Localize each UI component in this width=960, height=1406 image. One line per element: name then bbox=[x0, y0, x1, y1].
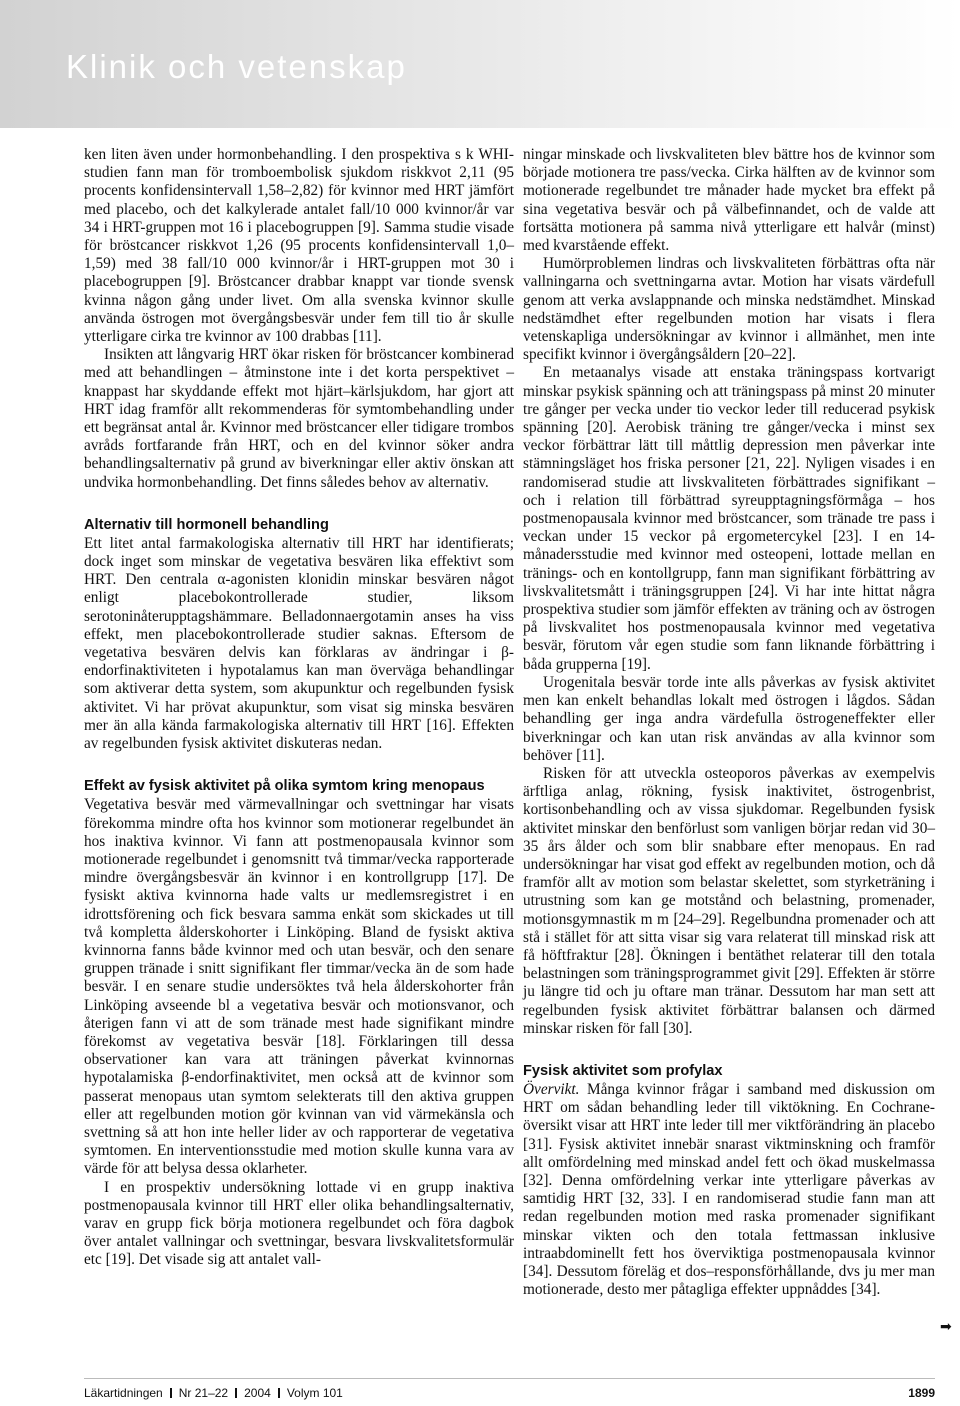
section-heading-effect: Effekt av fysisk aktivitet på olika symtom kring menopaus bbox=[84, 778, 485, 795]
right-column bbox=[523, 146, 935, 1299]
footer-separator bbox=[278, 1388, 280, 1398]
body-paragraph: I en prospektiv undersökning lottade vi en grupp inaktiva postmenopausala kvinnor till HRT eller olika behandlingsalternativ, varav en grupp fick börja motionera regelbundet och föra dagbok över antalet vallningar och svettningar, besvara livskvalitetsformulär etc [19]. Det visade sig att antalet vall- bbox=[84, 1178, 514, 1269]
section-heading-alternatives: Alternativ till hormonell behandling bbox=[84, 516, 329, 533]
body-paragraph: ningar minskade och livskvaliteten blev bättre hos de kvinnor som började motionera tre pass/vecka. Cirka hälften av de kvinnor som motionerade regelbundet tre månader hade mycket bra effekt på sina vegetativa besvär och på välbefinnandet, och de valde att fortsätta motionera på samma nivå ytterligare ett halvår (minst) med kvarstående effekt. bbox=[523, 146, 935, 255]
section-title: Klinik och vetenskap bbox=[66, 48, 407, 85]
left-column bbox=[84, 146, 514, 1270]
publication-year: 2004 bbox=[244, 1386, 271, 1400]
body-paragraph: ken liten även under hormonbehandling. I den prospektiva s k WHI-studien fann man för tromboembolisk sjukdom riskkvot 2,11 (95 procents konfidensintervall 1,58–2,82) för kvinnor med HRT jämfört med placebo, och det kalkylerade antalet fall/10 000 kvinnor/år var 34 i HRT-gruppen mot 16 i placebogruppen [9]. Samma studie visade för bröstcancer riskkvot 1,26 (95 procents konfidensintervall 1,0–1,59) med 38 fall/10 000 kvinnor/år i HRT-gruppen mot 30 i placebogruppen [9]. Bröstcancer drabbar knappt var tionde svensk kvinna någon gång under livet. Om alla svenska kvinnor skulle använda östrogen mot övergångsbesvär under fem till tio år skulle ytterligare cirka tre kvinnor av 100 drabbas [11]. bbox=[84, 146, 514, 346]
body-paragraph: Insikten att långvarig HRT ökar risken för bröstcancer kombinerad med att behandlingen – åtminstone inte i det korta perspektivet – knappast har skyddande effekt mot hjärt–kärlsjukdom, har gjort att HRT idag framför allt rekommenderas för symtombehandling under ett begränsat antal år. Kvinnor med bröstcancer eller tidigare trombos avråds fortfarande från HRT, och en del kvinnor söker andra behandlingsalternativ på grund av biverkningar eller aktiv önskan att undvika hormonbehandling. Det finns således behov av alternativ. bbox=[84, 346, 514, 491]
continue-arrow-icon: ➡ bbox=[940, 1319, 952, 1335]
body-paragraph: Risken för att utveckla osteoporos påverkas av exempelvis ärftliga anlag, rökning, fysisk inaktivitet, östrogenbrist, kortisonbehandling och av vissa sjukdomar. Regelbunden fysisk aktivitet minskar den benförlust som vanligen börjar redan vid 30–35 års ålder och som blir snabbare efter menopaus. En rad undersökningar har visat god effekt av regelbunden motion, och då framför allt av motion som belastar skelettet, som styrketräning i utrustning som kan ge motstånd och belastning, promenader, motionsgymnastik m m [24–29]. Regelbundna promenader och att stå i stället för att sitta visar sig vara relaterat till minskad risk att få höftfraktur [28]. Ökningen i bentäthet relaterar till den totala belastningen som träningsprogrammet givit [29]. Effekten är större ju längre tid och ju oftare man tränar. Dessutom har man sett att regelbunden fysisk aktivitet förbättrar balansen och därmed minskar risken för fall [30]. bbox=[523, 764, 935, 1037]
body-paragraph: Urogenitala besvär torde inte alls påverkas av fysisk aktivitet men kan enkelt behandlas lokalt med östrogen i lågdos. Sådan behandling ger inga andra värdefulla östrogeneffekter eller biverkningar och kan utan risk användas av alla kvinnor som behöver [11]. bbox=[523, 673, 935, 764]
footer-separator bbox=[170, 1388, 172, 1398]
volume: Volym 101 bbox=[286, 1386, 343, 1400]
page-number: 1899 bbox=[908, 1386, 935, 1400]
paragraph-text: Många kvinnor frågar i samband med diskussion om HRT om sådan behandling leder till viktökning. En Cochrane-översikt visar att HRT inte leder till mer viktförändring än placebo [31]. Fysisk aktivitet innebär snarast viktminskning och framför allt omfördelning med minskad andel fett och ökad muskelmassa [32]. Denna omfördelning verkar inte ytterligare påverkas av samtidig HRT [32, 33]. I en randomiserad studie fann man att redan regelbunden motion med raska promenader signifikant minskar vikten och den totala fettmassan inklusive intraabdominellt fett hos överviktiga postmenopausala kvinnor [34]. Dessutom föreläg et dos–responsförhållande, dvs ju mer man motionerade, desto mer påtagliga effekter uppnåddes [34]. bbox=[523, 1080, 935, 1299]
section-header-band bbox=[0, 0, 960, 128]
footer-divider bbox=[84, 1378, 935, 1379]
footer-separator bbox=[235, 1388, 237, 1398]
issue-number: Nr 21–22 bbox=[178, 1386, 229, 1400]
body-paragraph: Vegetativa besvär med värmevallningar och svettningar har visats förekomma mindre ofta hos kvinnor som motionerar regelbundet än hos inaktiva kvinnor. Vi fann att postmenopausala kvinnor som motionerade regelbundet i genomsnitt två timmar/vecka rapporterade mindre övergångsbesvär än kvinnor i en kontrollgrupp [17]. De fysiskt aktiva kvinnorna hade valts ur medlemsregistret i en idrottsförening och fick besvara samma enkät som skickades ut till två kompletta ålderskohorter i Linköping. Bland de fysiskt aktiva kvinnorna fanns både kvinnor med och utan besvär, och den senare gruppen tränade i snitt signifikant fler timmar/vecka än de som hade besvär. I en senare studie undersöktes två hela ålderskohorter från Linköping avseende bl a vegetativa besvär och motionsvanor, och återigen fann vi att de som tränade mest hade signifikant mindre förekomst av vegetativa besvär [18]. Förklaringen till dessa observationer kan vara att träningen påverkat kvinnornas hypotalamiska β-endorfinaktivitet, men också att de kvinnor som passerat menopaus utan symtom selekterats till den aktiva gruppen eller att regelbunden motion gör kvinnan van vid värmekänsla och svettning så att hon inte heller lider av och rapporterar de vegetativa symtomen. En interventionsstudie med motion skulle kunna vara av värde för att belysa dessa oklarheter. bbox=[84, 796, 514, 1178]
body-paragraph: Humörproblemen lindras och livskvaliteten förbättras ofta när vallningarna och svettningarna avtar. Motion har visats värdefull genom att verka avslappnande och minska nedstämdhet. Minskad nedstämdhet efter regelbunden motion har visats i flera vetenskapliga undersökningar av kvinnor i allmänhet, men inte specifikt kvinnor i övergångsåldern [20–22]. bbox=[523, 255, 935, 364]
footer-journal-info bbox=[84, 1386, 343, 1400]
section-heading-prophylax: Fysisk aktivitet som profylax bbox=[523, 1062, 723, 1079]
body-paragraph bbox=[523, 1081, 935, 1299]
body-paragraph: En metaanalys visade att enstaka träningspass kortvarigt minskar psykisk spänning och att träningspass på minst 20 minuter tre gånger per vecka under tio veckor leder till reducerad psykisk spänning [20]. Aerobisk träning tre gånger/vecka i minst sex veckor förbättrar lätt till måttlig depression men påverkar inte stämningsläget hos friska personer [21, 22]. Nyligen visades i en randomiserad studie att livskvaliteten förbättrades signifikant – och i relation till förbättrad syreupptagningsförmåga – hos postmenopausala kvinnor med bröstcancer, som tränade tre pass i veckan under 15 veckor på ergometercykel [23]. I en 14-månadersstudie med kvinnor med osteopeni, lottade mellan en tränings- och en kontollgrupp, fann man signifikant förbättring av livskvalitetsmått i träningsgruppen [24]. Vi har inte hittat några prospektiva studier som jämför effekten av träning och av östrogen på livskvalitet hos postmenopausala kvinnor med vegetativa besvär, förutom vår egen studie som fann liknande förbättring i båda grupperna [19]. bbox=[523, 364, 935, 673]
paragraph-lead-in: Övervikt. bbox=[523, 1080, 580, 1098]
journal-name: Läkartidningen bbox=[84, 1386, 163, 1400]
body-paragraph: Ett litet antal farmakologiska alternativ till HRT har identifierats; dock inget som minskar de vegetativa besvären lika effektivt som HRT. Den centrala α-agonisten klonidin minskar besvären något enligt placebokontrollerade studier, liksom serotoninåterupptagshämmare. Belladonnaergotamin anses ha viss effekt, men placebokontrollerade studier saknas. Eftersom de vegetativa besvären delvis kan förklaras av ändringar i β-endorfinaktiviteten i hypotalamus kan man överväga behandlingar som aktiverar detta system, som akupunktur och regelbunden fysisk aktivitet. Vi har prövat akupunktur, som visat sig minska besvären mer än alla kända farmakologiska alternativ till HRT [16]. Effekten av regelbunden fysisk aktivitet diskuteras nedan. bbox=[84, 534, 514, 753]
page-footer bbox=[84, 1386, 935, 1404]
